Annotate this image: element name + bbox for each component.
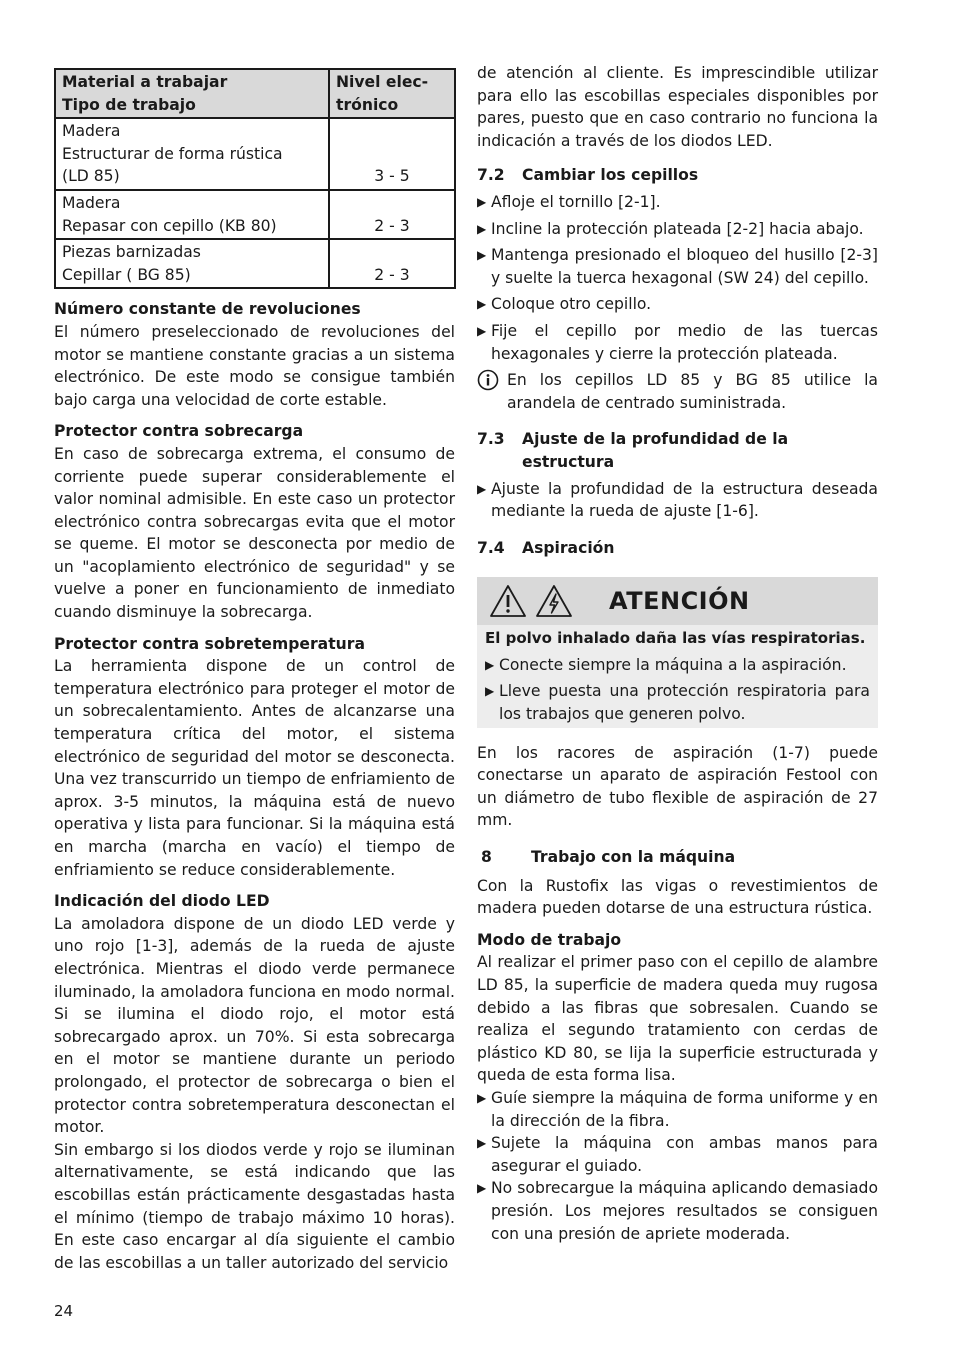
- led-heading: Indicación del diodo LED: [54, 892, 270, 911]
- section-8-heading: 8 Trabajo con la máquina: [481, 848, 736, 867]
- list-item: ▶ Fije el cepillo por medio de las tuercas hexagonales y cierre la protección plateada.: [477, 320, 878, 365]
- bullet-triangle-icon: ▶: [477, 248, 487, 263]
- work-text: Con la Rustofix las vigas o revestimientos de madera pueden dotarse de una estructura rústica.: [477, 876, 878, 918]
- material-table: [54, 68, 456, 289]
- section-7-3-heading: 7.3 Ajuste de la profundidad de la estructura: [477, 430, 789, 471]
- list-item: ▶ Coloque otro cepillo.: [477, 293, 878, 316]
- rpm-text: El número preseleccionado de revoluciones del motor se mantiene constante gracias a un sistema electrónico. De este modo se consigue también bajo carga una velocidad de corte estable.: [54, 322, 455, 409]
- table-row: Madera Estructurar de forma rústica (LD 85) 3 - 5: [55, 118, 455, 190]
- info-note: En los cepillos LD 85 y BG 85 utilice la arandela de centrado suministrada.: [477, 369, 878, 414]
- bullet-triangle-icon: ▶: [477, 1090, 487, 1105]
- bullet-triangle-icon: ▶: [477, 323, 487, 338]
- electric-hazard-icon: [535, 584, 573, 618]
- bullet-triangle-icon: ▶: [477, 1136, 487, 1151]
- overload-heading: Protector contra sobrecarga: [54, 422, 304, 441]
- list-item: ▶ Guíe siempre la máquina de forma uniforme y en la dirección de la fibra.: [477, 1087, 878, 1132]
- bullet-triangle-icon: ▶: [477, 297, 487, 312]
- overload-text: En caso de sobrecarga extrema, el consumo de corriente puede superar considerablemente el valor nominal admisible. En este caso un protector electrónico contra sobrecargas evita que el motor se queme. El motor se desconecta por medio de un "acoplamiento electrónico de seguridad" y se vuelve a poner en funcionamiento de inmediato cuando disminuye la sobrecarga.: [54, 444, 455, 622]
- bullet-triangle-icon: ▶: [485, 657, 495, 672]
- section-7-4-heading: 7.4 Aspiración: [477, 538, 615, 557]
- bullet-triangle-icon: ▶: [477, 481, 487, 496]
- bullet-triangle-icon: ▶: [477, 1181, 487, 1196]
- warning-title: ATENCIÓN: [609, 586, 750, 615]
- section-7-2-heading: 7.2 Cambiar los cepillos: [477, 166, 699, 185]
- list-item: ▶ Ajuste la profundidad de la estructura deseada mediante la rueda de ajuste [1-6].: [477, 478, 878, 523]
- mode-heading: Modo de trabajo: [477, 930, 622, 949]
- rpm-heading: Número constante de revoluciones: [54, 300, 361, 319]
- warning-triangle-icon: [489, 584, 527, 618]
- list-item: ▶ Afloje el tornillo [2-1].: [477, 191, 878, 214]
- aspiration-text: En los racores de aspiración (1-7) puede conectarse un aparato de aspiración Festool con un diámetro de tubo flexible de aspiración de 27 mm.: [477, 743, 878, 830]
- list-item: ▶ Mantenga presionado el bloqueo del husillo [2-3] y suelte la tuerca hexagonal (SW 24) del cepillo.: [477, 244, 878, 289]
- table-header-material: Material a trabajar Tipo de trabajo: [55, 69, 329, 118]
- table-row: Piezas barnizadas Cepillar ( BG 85) 2 - 3: [55, 239, 455, 288]
- list-item: ▶ Lleve puesta una protección respiratoria para los trabajos que generen polvo.: [485, 680, 870, 725]
- page-number: 24: [54, 1302, 74, 1320]
- temperature-text: La herramienta dispone de un control de temperatura electrónico para proteger el motor de un sobrecalentamiento. Antes de alcanzarse una temperatura crítica del motor, el sistema electrónico de seguridad del motor se desconecta. Una vez transcurrido un tiempo de enfriamiento de aprox. 3-5 minutos, la máquina está de nuevo operativa y lista para funcionar. Si la máquina está en marcha (marcha en vacío) el tiempo de enfriamiento se reduce considerablemente.: [54, 657, 455, 879]
- right-column: [477, 62, 878, 1245]
- led-text: La amoladora dispone de un diodo LED verde y uno rojo [1-3], además de la rueda de ajuste electrónica. Mientras el diodo verde permanece iluminado, la amoladora funciona en modo normal. Si se ilumina el diodo rojo, el motor está sobrecargado aprox. un 70%. Si esta sobrecarga en el motor se mantiene durante un periodo prolongado, el protector de sobrecarga o bien el protector contra sobretemperatura desconectan el motor.: [54, 914, 455, 1137]
- warning-body: [477, 625, 878, 725]
- continued-text: de atención al cliente. Es imprescindible utilizar para ello las escobillas especiales disponibles por pares, puesto que en caso contrario no funciona la indicación a través de los diodos LED.: [477, 64, 878, 150]
- list-item: ▶ Incline la protección plateada [2-2] hacia abajo.: [477, 218, 878, 241]
- left-column: [54, 62, 455, 1274]
- warning-header: [477, 577, 878, 625]
- table-header-row: [55, 69, 455, 118]
- warning-lead: El polvo inhalado daña las vías respiratorias.: [485, 629, 866, 648]
- bullet-triangle-icon: ▶: [485, 684, 495, 699]
- list-item: ▶ Sujete la máquina con ambas manos para asegurar el guiado.: [477, 1132, 878, 1177]
- info-icon: [477, 369, 507, 414]
- list-item: ▶ Conecte siempre la máquina a la aspiración.: [485, 654, 870, 677]
- table-row: Madera Repasar con cepillo (KB 80) 2 - 3: [55, 190, 455, 239]
- bullet-triangle-icon: ▶: [477, 194, 487, 209]
- temperature-heading: Protector contra sobretemperatura: [54, 634, 365, 653]
- list-item: ▶ No sobrecargue la máquina aplicando demasiado presión. Los mejores resultados se consiguen con una presión de apriete moderada.: [477, 1177, 878, 1245]
- led-text-continued: Sin embargo si los diodos verde y rojo se iluminan alternativamente, se está indicando que las escobillas están prácticamente desgastadas hasta el mínimo (tiempo de trabajo máximo 10 horas). En este caso encargar al día siguiente el cambio de las escobillas a un taller autorizado del servicio: [54, 1140, 455, 1272]
- warning-box: [477, 577, 878, 727]
- bullet-triangle-icon: ▶: [477, 221, 487, 236]
- table-header-level: Nivel elec- trónico: [329, 69, 455, 118]
- mode-text: Al realizar el primer paso con el cepillo de alambre LD 85, la superficie de madera queda muy rugosa debido a las fibras que sobresalen. Cuando se realiza el segundo tratamiento con cerdas de plástico KD 80, se lija la superficie estructurada y queda de esta forma lisa.: [477, 953, 878, 1085]
